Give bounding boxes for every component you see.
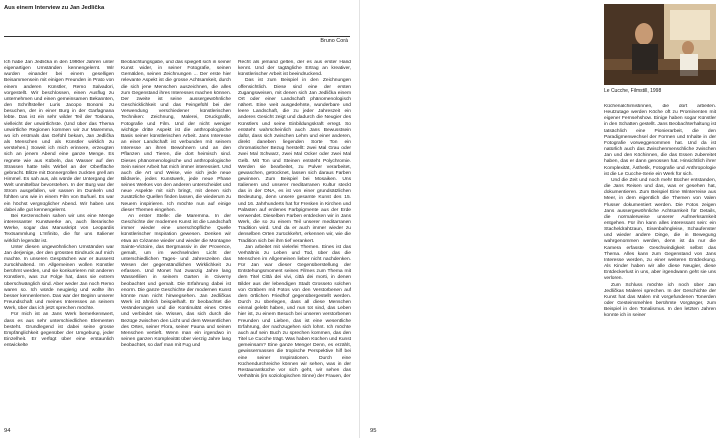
paragraph: Und die Zeit und noch mehr Bücher entstanden, die Jans Reisen und das, was er gesehen hat, dokumentieren. Zum Beispiel Eine Winterreise aus Meer, in dem eigentlich die Themen von Valen Flusser dokumentiert werden. Die Fotos zeigen Jans aussergewöhnliche Achtsamkeit für Details, die normalerweise unserer Aufmerksamkeit entgehen. Für ihn kann alles interessant sein: ein Stacheldrahtzaun, Eisenbahngleise, Schaufenster und wieder andere Dinge, die in Bewegung wahrgenommen werden, denn ist da nur die Kamera erfasste Geschwindigkeit selbst das Thema. Alles kann zum Gegenstand von Jans Interesse werden, zu einer weiteren Entdeckung. Als Kinder haben wir alle diese Neugier, diese Entdeckerlust in uns, aber irgendwann geht sie uns verloren.	[604, 177, 716, 282]
paragraph: Zum Schluss möchte ich noch über Jan Jedličkas Malerei sprechen. In der Geschichte der Kunst hat das Malen mit vorgefundenen Tonerden oder Gesteinsmehlen berühmte Vorgänger, zum Beispiel in den Tonalismus. In den letzten Jahren konnte ich in seiner	[604, 282, 716, 319]
paragraph: Jan arbeitet mit vielerlei Themen. Eines ist das Verhältnis zu Leben und Tod, über das die Menschen im Allgemeinen lieber nicht nachdenken. Für Jan war dieser Gegenüberstellung der Entstehungsmoment seines Filmes zum Thema mit dem Titel Città dei vivi, città dei morti, in denen Bilder aus der lebendigen Stadt Grosseto solchen von Gräbern mit Fotos von den Verstorbenen auf dem örtlichen Friedhof gegenübergestellt werden. Durch zu überlegen, dass all diese Menschen einmal gelebt haben, und nun tot sind, das Leben hier ist, zu einem Besuch bei unseren verstorbenen Freunden und Lieben, das ist eine wesentliche Erfahrung, der nachzugehen sich lohnt. Ich möchte auch auf sein Buch zu sprechen kommen, das den Titel Le Cucche trägt. Was haben Küchen und Kunst gemeinsam? Eine ganze Menge! Denn, es erzählt, gewissermassen die tropische Perspektive hilf bei eine seiner Inspirationen. Durch eine Küchendurchreiche können wir sehen, was in der Restaurantküche vor sich geht, wir sehen das Verhältnis (im soziologischen Sinne) der Frauen, der	[238, 244, 351, 379]
text-column-6	[604, 104, 716, 426]
paragraph: Unter diesen ungewöhnlichen Umständen war Jan derjenige, der den grössten Eindruck auf mich machte. In unseren Gesprächen war er äusserst zurückhaltend. Im Allgemeinen wollen Künstler berühmt werden, und sie konkurrieren mit anderen Künstlern, was zur Folge hat, dass sie extrem überschwänglich sind. Aber weder Jan noch Remo waren so. Ich würde neugierig und wollte ihn besser kennenlernen. Das war der Beginn unserer Freundschaft und meines Interesses an seinem Werk, über das ich jetzt sprechen möchte.	[4, 244, 114, 312]
header-rule	[4, 36, 350, 37]
paragraph: Küchenalchimistinnen, die dort arbeiten. Heutzutage werden Köche oft zu Prominenten mit eigener Fernsehshow. Einige haben sogar Künstler in den Schatten gestellt. Jans Beobachterhaltung ist tatsächlich eine Pionierarbeit, die den Paradigmenwechsel der Formen und Inhalte in der Fotografie vorweggenommen hat. Und da ist natürlich auch das Zwischenmenschliche zwischen Jan und den Köchinnen, die das Essen zubereitet haben, das er dann genossen hat. Hinsichtlich ihrer Komplexität, Ästhetik, Fotografie und Anthropologie ist die Le Cucche-Serie ein Werk für sich.	[604, 104, 716, 177]
paragraph: Für mich ist an Jans Werk bemerkenswert, dass es aus sehr unterschiedlichen Elementen besteht. Grundlegend ist dabei seine grosse Empfänglichkeit gegenüber der Umgebung, jeder Einzelheit. Er verfügt über eine erstaunlich entwickelte	[4, 312, 114, 349]
text-column-3	[238, 60, 351, 426]
text-column-2	[121, 60, 231, 426]
paragraph: Bei Kerzenschein sahen wir uns eine Menge interessanter Kunstwerke an, auch literarische Werke, sogar das Manuskript von Leopardis Textsammlung L'Infinito, die für uns Italiener wirklich legendär ist.	[4, 213, 114, 244]
film-still-illustration	[604, 4, 716, 85]
paragraph: Ich habe Jan Jedlička in den 1990er Jahren unter eigenartigen Umständen kennengelernt. Wir wurden einander bei einem geselligen Beisammensein mit einigen Freunden in Prato von einem anderen Künstler, Remo Salvadori, vorgestellt. Wir beschlossen, einen Ausflug zu unternehmen und einen gemeinsamen Bekannten, den Schriftsteller Luris Jacopo Bonomi zu besuchen, der in einer Burg in der Garfagnana lebte. Das ist ein sehr wilder Teil der Toskana, vielleicht der unwirtlichste. (Und über das Thema unwirtliche Regionen kommen wir zur Maremma, wo ich erstmals das Gefühl bekam, Jan Jedlička als Menschen und als Künstler wirklich zu verstehen.) Soweit ich mich erinnere, erzeugten sich an jenem Abend eine ganze Menge. Es regnete wie aus Kübeln, das Wasser auf den Strassen hatte teils Wirbel an der Oberfläche gebracht. Blitze mit Donnergrollen zuckten grell am Himmel. Es sah aus, als würde der Untergang der Welt unmittelbar bevorstehen. In der Burg war der Strom ausgefallen, wir sassen im Dunkeln und fühlten uns wie in einem Film von Buñuel. Es war ein höchst vergnüglicher Abend. Wir haben uns dabei alle gut kennengelernt.	[4, 60, 114, 213]
paragraph: Recht als jemand gelten, der es aus erster Hand kennt. Und der tagtägliche Ertrag an kreativer, künstlerischer Arbeit ist beeindruckend.	[238, 60, 351, 78]
text-column-1	[4, 60, 114, 426]
right-page	[360, 0, 720, 438]
text-column-4	[370, 4, 480, 426]
photo-caption: Le Cucche, Filmstill, 1998	[604, 88, 662, 94]
page-number: 94	[4, 428, 11, 434]
film-still-photo	[604, 4, 716, 85]
paragraph: Das ist zum Beispiel in den Zeichnungen offensichtlich. Diese sind eine der ersten Zugangsweisen, mit denen sich Jan Jedlička einem Ort oder einer Landschaft phänomenologisch nähert. Eine weit ausgedehnte, wunderbare und leere Landschaft, die zu jeder Jahreszeit ein anderes Gesicht zeigt und dadurch die Neugier des Künstlers und seine Einbildungskraft erregt. So entsteht wahrscheinlich auch Jans Bewusstsein dafür, dass sich zwischen Lehm und einer anderen, direkt daneben liegenden Sorte Ton ein chromatischer Bezug herstellt: zwei Mal Grau oder zwei Mal Schwarz, zwei Mal Ocker oder zwei Mal Gelb. Mit Ton und Steinen entsteht Polychromie. Werden sie bearbeitet, zu Pulver verarbeitet, gewaschen, getrocknet, lassen sich daraus Farben gewinnen. Zum Beispiel bei Mosaiken. Uns Italienern und unserer meditarranen Kultur steckt das in der DNA, es ist von einer grundsätzlichen Bedeutung, denn unsere gesamte Kunst des 15. und 16. Jahrhunderts hat für Fresken in Kirchen und Palästen auf erdenes Farbpigmente aus der Erde verwendet. Dieselben Farben entdecken wir in Jans Werk, die so zu einem Teil unserer meditarranen Tradition wird. Und da er auch immer wieder zu denselben Orten zurückkehrt, erkennen wir, wie die Tradition sich bei ihm tief verankert.	[238, 78, 351, 244]
paragraph: Beobachtungsgabe, und das spiegelt sich in seiner Kunst wider, in seiner Fotografie, seinen Gemälden, seinen Zeichnungen ... Der erste hier relevante Aspekt ist die grosse Achtsamkeit, durch die sich jene Menschen auszeichnen, die alles zum Gegenstand ihres Interesses machen können. Der zweite ist seine aussergewöhnliche Geschicklichkeit und das Feingefühl bei der Verwendung verschiedener künstlerischen Techniken: Zeichnung, Malerei, Druckgrafik, Fotografie und Film. Und der nicht weniger wichtige dritte Aspekt ist die anthropologische Basis seiner künstlerischen Arbeit. Jans Interesse an einer Landschaft ist verbunden mit seinem Interesse an ihren Bewohnern und an den Pflanzen und Tieren, die dort heimisch sind. Dieses phänomenologische und anthropologische Sein seiner Arbeit hat mich immer interessiert. Und auch die Art und Weise, wie sich jede neue Bildserie, jedes Kunstwerk, jede neue Phase seines Werkes von den anderen unterscheidet und neue Aspekte mit sich bringt, mit denen sich zusätzliche Quellen finden lassen, die wiederum zu Neuem inspirieren. Ich möchte nun auf einige dieser Themen eingehen.	[121, 60, 231, 213]
running-head: Aus einem Interview zu Jan Jedlička	[4, 5, 105, 11]
text-column-5	[487, 4, 597, 426]
page-number: 95	[370, 428, 377, 434]
paragraph: An erster Stelle: die Maremma. In der Geschichte der modernen Kunst ist die Landschaft immer wieder eine unerschöpfliche Quelle künstlerischer Inspiration gewesen. Denken wir etwa an Cézanne wieder und wieder die Montagne Sainte-Victoire, das Bergmassiv in der Provence, gemalt, um im wechselnden Licht der unterschiedlichen Tages- und Jahreszeiten das Wesen der gegenständlichen Wirklichkeit zu erfassen. Und Monet hat zwanzig Jahre lang Wasserlilien in seinem Garten in Giverny beobachtet und gemalt. Die Erfahrung dabei ist enorm. Die ganze Geschichte der modernen Kunst könnte man nicht hinwegsehen. Jan Jedličkas Werk ist ähnlich beispielhaft. Er beobachtet die Veränderungen und die Kontinuität eines Ortes und verbindet sie. Wissen, das sich durch die Bezüge zwischen den Licht und dem Wesentlichen des Ortes, seiner Flora, seiner Fauna und seinen Menschen vertieft. Wenn man ein irgendwo in seinen ganzen Komplexität über vierzig Jahre lang beobachtet, so darf man mit Fug und	[121, 213, 231, 349]
author-name: Bruno Corà	[320, 38, 348, 44]
